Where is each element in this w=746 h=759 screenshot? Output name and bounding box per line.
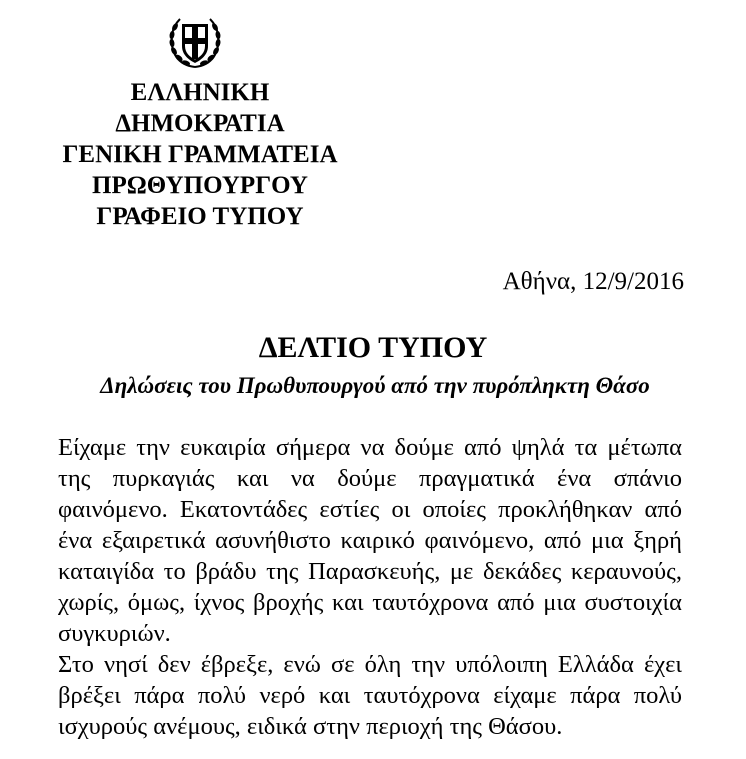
body-paragraph: Στο νησί δεν έβρεξε, ενώ σε όλη την υπόλοιπη Ελλάδα έχει βρέξει πάρα πολύ νερό και ταυτόχρονα είχαμε πάρα πολύ ισχυρούς ανέμους, ειδικά στην περιοχή της Θάσου. xyxy=(58,651,682,740)
header-line: ΕΛΛΗΝΙΚΗ xyxy=(130,79,270,106)
header-line: ΓΡΑΦΕΙΟ ΤΥΠΟΥ xyxy=(96,203,304,230)
coat-of-arms-icon xyxy=(166,13,224,71)
issuer-header xyxy=(40,77,360,232)
dateline: Αθήνα, 12/9/2016 xyxy=(502,268,684,295)
header-line: ΓΕΝΙΚΗ ΓΡΑΜΜΑΤΕΙΑ xyxy=(62,141,338,168)
body-text xyxy=(58,432,682,742)
document-subtitle: Δηλώσεις του Πρωθυπουργού από την πυρόπληκτη Θάσο xyxy=(100,373,650,398)
header-line: ΠΡΩΘΥΠΟΥΡΓΟΥ xyxy=(92,172,308,199)
document-title: ΔΕΛΤΙΟ ΤΥΠΟΥ xyxy=(258,331,488,364)
header-line: ΔΗΜΟΚΡΑΤΙΑ xyxy=(115,110,285,137)
body-paragraph: Είχαμε την ευκαιρία σήμερα να δούμε από ψηλά τα μέτωπα της πυρκαγιάς και να δούμε πραγματικά ένα σπάνιο φαινόμενο. Εκατοντάδες εστίες οι οποίες προκλήθηκαν από ένα εξαιρετικά ασυνήθιστο καιρικό φαινόμενο, από μια ξηρή καταιγίδα το βράδυ της Παρασκευής, με δεκάδες κεραυνούς, χωρίς, όμως, ίχνος βροχής και ταυτόχρονα από μια συστοιχία συγκυριών. xyxy=(58,434,682,647)
